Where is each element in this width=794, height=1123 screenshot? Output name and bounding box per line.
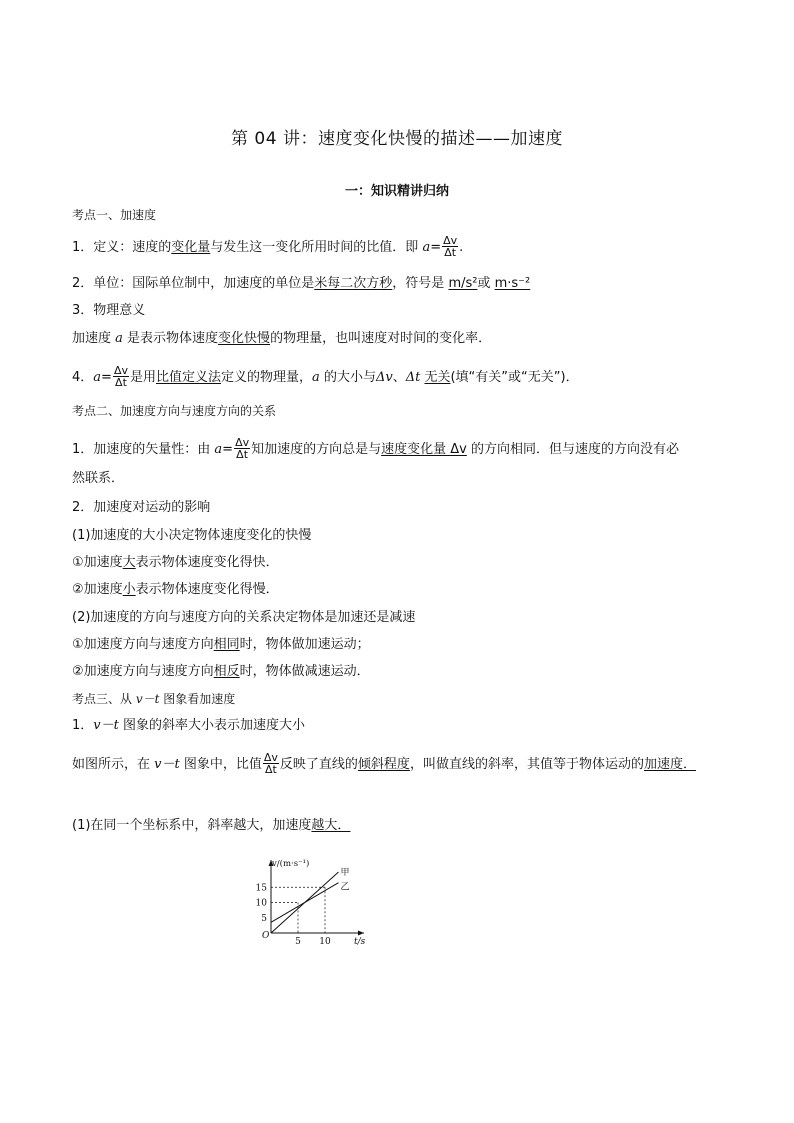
fraction: [113, 365, 129, 388]
k2-effect: 2．加速度对运动的影响: [72, 500, 211, 515]
text: 2．单位：国际单位制中，加速度的单位是: [72, 276, 315, 291]
text: 是表示物体速度: [122, 331, 219, 346]
var-a: a: [422, 240, 431, 255]
delta-v: Δv: [375, 370, 393, 385]
k2-same: [72, 636, 370, 654]
fraction: [263, 752, 279, 775]
equals: =: [222, 442, 234, 457]
text: ，叫做直线的斜率，其值等于物体运动的: [409, 757, 644, 772]
page-title: 第 04 讲：速度变化快慢的描述——加速度: [231, 129, 563, 149]
k1-unit: [72, 275, 530, 293]
text: 表示物体速度变化得慢．: [135, 582, 279, 597]
underlined-answer: 变化量: [171, 240, 211, 255]
series-label-2: 乙: [340, 882, 350, 893]
frac-numerator: Δv: [113, 364, 128, 377]
text: 表示物体速度变化得快．: [135, 555, 279, 570]
k3-ratio: [72, 753, 696, 776]
text: 考点三、从: [72, 692, 136, 706]
k1-point4: [72, 366, 579, 389]
underlined-answer: 比值定义法: [156, 370, 222, 385]
text: ②加速度: [72, 582, 123, 597]
var-a: a: [312, 370, 320, 385]
k1-meaning-heading: 3．物理意义: [72, 303, 146, 318]
var-a: a: [93, 370, 102, 385]
text: 时，物体做减速运动．: [239, 664, 370, 679]
text: 时，物体做加速运动；: [239, 637, 370, 652]
v-t: v－t: [154, 757, 180, 772]
k2-direction: (2)加速度的方向与速度方向的关系决定物体是加速还是减速: [72, 610, 416, 625]
x-tick-label: 10: [319, 937, 331, 946]
text: 与发生这一变化所用时间的比值．即: [210, 240, 423, 255]
k3-same-axes: [72, 817, 350, 835]
k2-heading: 考点二、加速度方向与速度方向的关系: [72, 404, 277, 418]
text: (填“有关”或“无关”)．: [450, 370, 579, 385]
text: 是用: [130, 370, 157, 385]
v-t: v－t: [135, 692, 160, 706]
underlined-answer: 越大．: [311, 818, 351, 833]
k2-small: [72, 581, 279, 599]
fraction: [234, 437, 250, 460]
underlined-answer: 加速度．: [643, 757, 696, 772]
underlined-answer: 无关: [424, 370, 451, 385]
k1-definition: [72, 236, 463, 259]
underlined-answer: 大: [122, 555, 136, 570]
text: 图象看加速度: [159, 692, 236, 706]
k2-magnitude: (1)加速度的大小决定物体速度变化的快慢: [72, 528, 312, 543]
text: 反映了直线的: [279, 757, 358, 772]
k2-vector-cont: 然联系．: [72, 471, 125, 486]
text: ，符号是: [392, 276, 449, 291]
k3-heading: [72, 690, 235, 708]
delta-t: Δt: [405, 370, 421, 385]
underlined-answer: m·s⁻²: [494, 276, 531, 291]
underlined-answer: 小: [122, 582, 136, 597]
text: 定义的物理量，: [221, 370, 313, 385]
y-tick-label: 10: [255, 898, 267, 909]
underlined-answer: 相反: [213, 664, 240, 679]
y-tick-label: 5: [261, 913, 267, 924]
text: 、: [392, 370, 406, 385]
underlined-answer: 变化快慢: [218, 331, 271, 346]
equals: =: [430, 240, 442, 255]
text: 的物理量，也叫速度对时间的变化率．: [270, 331, 492, 346]
k2-opposite: [72, 663, 370, 681]
var-a: a: [115, 331, 123, 346]
underlined-answer: 速度变化量 Δv: [381, 442, 467, 457]
section-title: 一：知识精讲归纳: [344, 184, 449, 199]
frac-numerator: Δv: [235, 436, 250, 449]
x-axis-arrow: [358, 931, 364, 936]
frac-denominator: Δt: [444, 246, 457, 259]
v-t: v－t: [93, 718, 119, 733]
k2-large: [72, 554, 279, 572]
underlined-answer: 倾斜程度: [357, 757, 410, 772]
frac-numerator: Δv: [263, 751, 278, 764]
origin-label: O: [262, 931, 270, 941]
frac-numerator: Δv: [443, 234, 458, 247]
text: ①加速度方向与速度方向: [72, 637, 214, 652]
k1-heading: 考点一、加速度: [72, 208, 157, 222]
y-axis-label: v/(m·s⁻¹): [272, 859, 310, 869]
y-tick-label: 15: [255, 883, 267, 894]
x-axis-label: t/s: [354, 937, 366, 946]
text: 4．: [72, 370, 94, 385]
text: 的方向相同．但与速度的方向没有必: [466, 442, 680, 457]
var-a: a: [214, 442, 223, 457]
vt-chart: [252, 854, 382, 946]
k2-vector: [72, 438, 679, 461]
text: ①加速度: [72, 555, 123, 570]
underlined-answer: 相同: [213, 637, 240, 652]
text: 图象中，比值: [179, 757, 262, 772]
series-line-2: [271, 883, 339, 923]
frac-denominator: Δt: [115, 376, 127, 389]
text: 知加速度的方向总是与: [251, 442, 382, 457]
text: 1．加速度的矢量性：由: [72, 442, 215, 457]
series-label-1: 甲: [340, 868, 350, 878]
text: 的大小与: [319, 370, 376, 385]
text: 或: [477, 276, 495, 291]
text: (1)在同一个坐标系中，斜率越大，加速度: [72, 818, 312, 833]
frac-denominator: Δt: [236, 448, 249, 461]
fraction: [442, 235, 458, 258]
underlined-answer: m/s²: [448, 276, 478, 291]
frac-denominator: Δt: [264, 763, 277, 776]
text: 加速度: [72, 331, 116, 346]
underlined-answer: 米每二次方秒: [314, 276, 393, 291]
text: 图象的斜率大小表示加速度大小: [118, 718, 305, 733]
equals: =: [101, 370, 112, 385]
text: 如图所示，在: [72, 757, 155, 772]
text: .: [459, 240, 464, 255]
text: 1．: [72, 718, 94, 733]
text: 1．定义：速度的: [72, 240, 172, 255]
k1-meaning: [72, 330, 491, 348]
text: ②加速度方向与速度方向: [72, 664, 214, 679]
x-tick-label: 5: [295, 937, 301, 946]
k3-slope: [72, 717, 305, 735]
